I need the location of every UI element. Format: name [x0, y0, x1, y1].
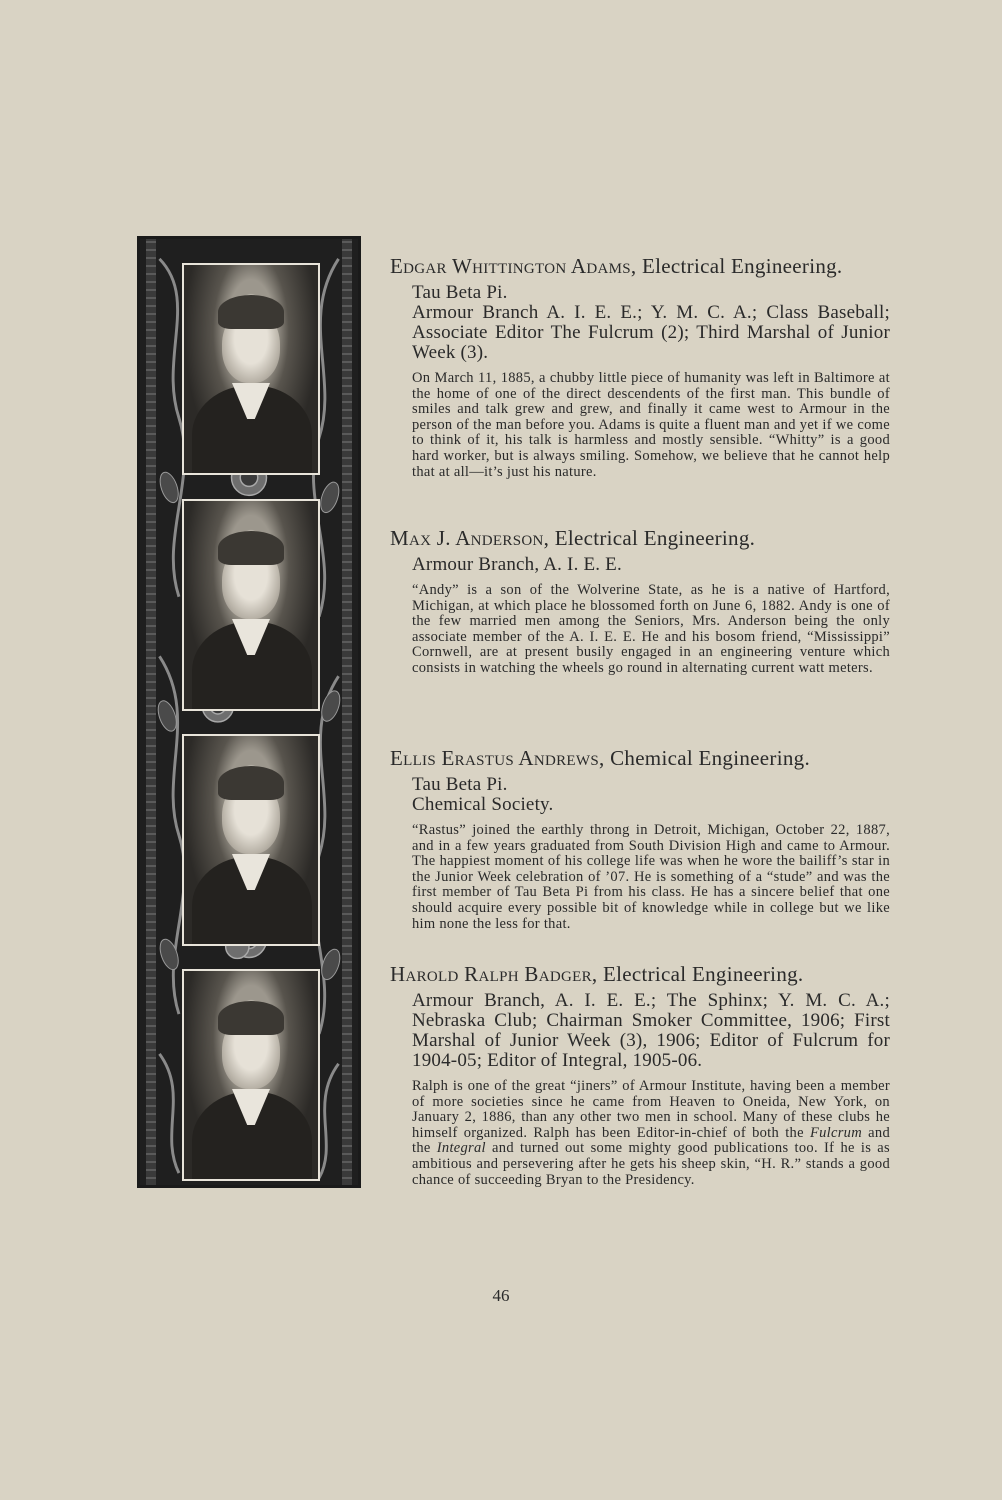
entry-heading: [390, 962, 890, 986]
entry-department: , Electrical Engineering.: [543, 526, 756, 550]
portrait-andrews: [182, 734, 320, 946]
portrait-anderson: [182, 499, 320, 711]
entry-name: Ellis Erastus Andrews: [390, 746, 599, 770]
entry-name: Edgar Whittington Adams: [390, 254, 631, 278]
entry-biography: “Rastus” joined the earthly throng in Detroit, Michigan, October 22, 1887, and in a few years graduated from South Division High and came to Armour. The happiest moment of his college life was when he wore the bailiff’s star in the Junior Week celebration of ’07. He is something of a “stude” and was the first member of Tau Beta Pi from his class. He has a sincere belief that one should acquire every possible bit of knowledge while in college but we like him none the less for that.: [412, 822, 890, 932]
bio-text: and the: [412, 1124, 890, 1157]
entry-affiliation: Tau Beta Pi.: [412, 774, 508, 795]
page-number: 46: [492, 1286, 510, 1305]
entry-badger: [390, 962, 890, 1188]
entry-department: , Electrical Engineering.: [591, 962, 804, 986]
entry-name: Max J. Anderson: [390, 526, 544, 550]
entry-adams: [390, 254, 890, 480]
bio-title-fulcrum: Fulcrum: [809, 1124, 863, 1141]
portrait-adams: [182, 263, 320, 475]
entry-biography: [412, 1079, 890, 1188]
portrait-hair: [218, 1001, 284, 1035]
portrait-badger: [182, 969, 320, 1181]
entry-heading: [390, 254, 890, 278]
entry-affiliation: Armour Branch, A. I. E. E.: [412, 554, 622, 575]
portrait-hair: [218, 531, 284, 565]
entry-heading: [390, 746, 890, 770]
portrait-hair: [218, 766, 284, 800]
entry-affiliation: Armour Branch A. I. E. E.; Y. M. C. A.; Class Baseball; Associate Editor The Fulcrum (2); Third Marshal of Junior Week (3).: [412, 302, 890, 363]
entry-affiliation: Armour Branch, A. I. E. E.; The Sphinx; Y. M. C. A.; Nebraska Club; Chairman Smoker Committee, 1906; First Marshal of Junior Week (3), 1906; Editor of Fulcrum for 1904-05; Editor of Integral, 1905-06.: [412, 990, 890, 1071]
entry-name: Harold Ralph Badger: [390, 962, 592, 986]
bio-title-integral: Integral: [436, 1140, 486, 1157]
entry-heading: [390, 526, 890, 550]
entry-biography: “Andy” is a son of the Wolverine State, as he is a native of Hartford, Michigan, at which place he blossomed forth on June 6, 1882. Andy is one of the few married men among the Seniors, Mrs. Anderson being the only associate member of the A. I. E. E. He and his bosom friend, “Mississippi” Cornwell, are at present busily engaged in an engineering venture which consists in watching the wheels go round in alternating current watt meters.: [412, 582, 890, 676]
entry-department: , Electrical Engineering.: [630, 254, 843, 278]
portrait-column: [137, 236, 361, 1188]
entry-affiliation: Chemical Society.: [412, 794, 554, 815]
entry-andrews: [390, 746, 890, 932]
entry-anderson: [390, 526, 890, 677]
portrait-hair: [218, 295, 284, 329]
bio-text: Ralph is one of the great “jiners” of Armour Institute, having been a member of more societies since he came from Heaven to Oneida, New York, on January 2, 1886, than any other two men in school. Many of these clubs he himself organized. Ralph has been Editor-in-chief of both the: [412, 1078, 890, 1141]
entry-department: , Chemical Engineering.: [598, 746, 810, 770]
bio-text: and turned out some mighty good publications too. If he is as ambitious and persevering after he gets his sheep skin, “H. R.” stands a good chance of succeeding Bryan to the Presidency.: [412, 1140, 890, 1188]
entry-affiliation: Tau Beta Pi.: [412, 282, 508, 303]
entry-biography: On March 11, 1885, a chubby little piece of humanity was left in Baltimore at the home of one of the direct descendents of the first man. This bundle of smiles and talk grew and grew, and finally it came west to Armour in the person of the man before you. Adams is quite a fluent man and yet if we come to think of it, his talk is harmless and mostly sensible. “Whitty” is a good hard worker, but is always smiling. Somehow, we believe that he cannot help that at all—it’s just his nature.: [412, 370, 890, 480]
